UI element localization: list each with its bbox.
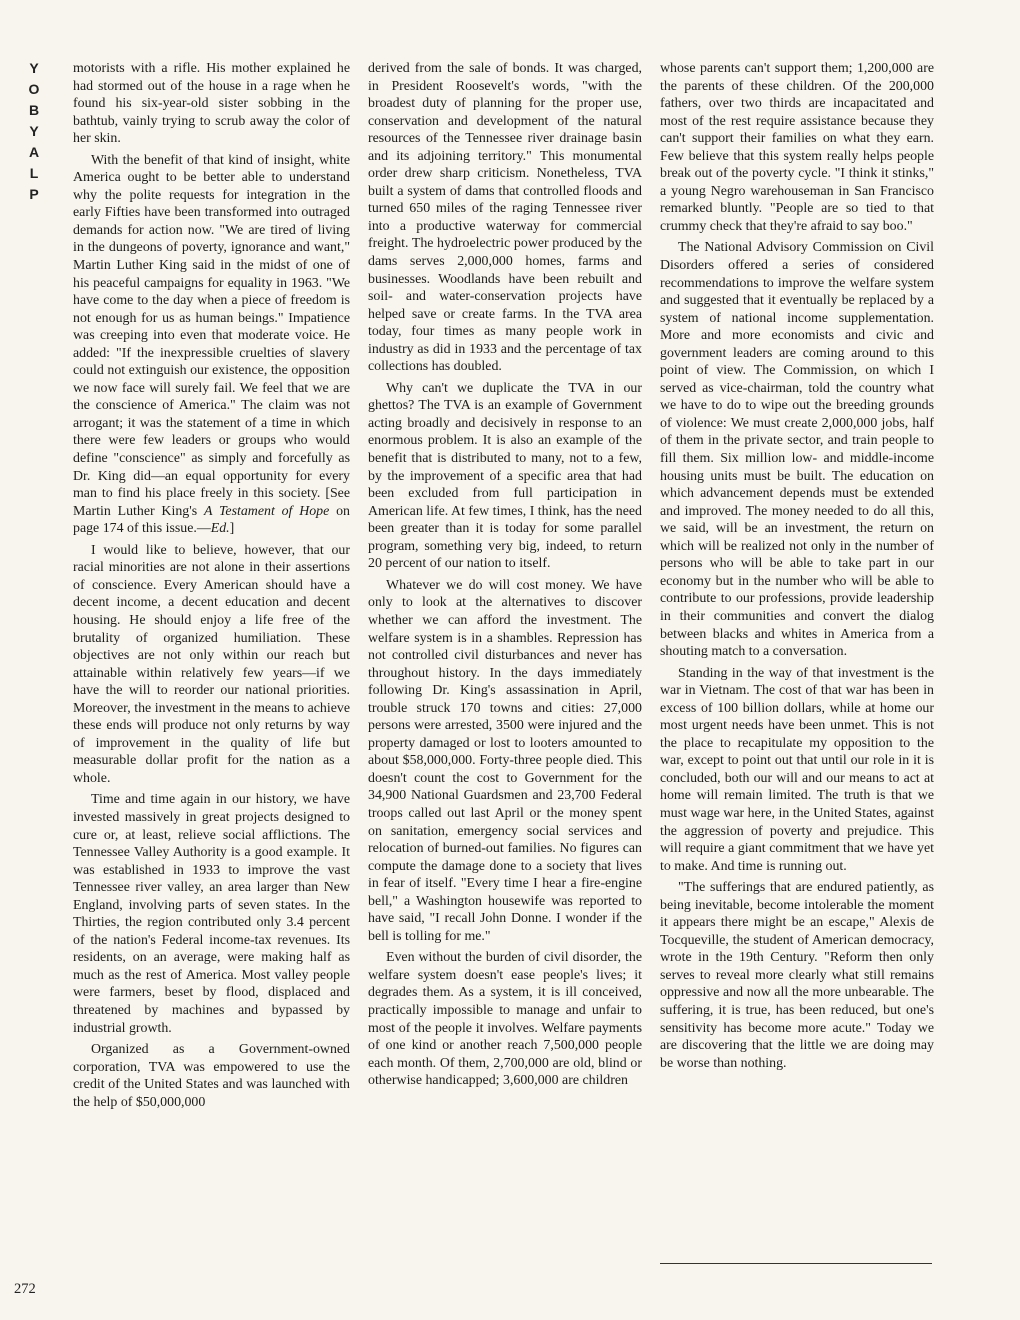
paragraph: Standing in the way of that investment is the war in Vietnam. The cost of that war has been in excess of 100 billion dollars, while at home our most urgent needs have been unmet. This is not the place to recapitulate my opposition to the war, except to point out that until our role in it is concluded, both our will and our means to act at home will remain limited. The truth is that we must wage war here, in the United States, against the aggression of poverty and prejudice. This will require a giant commitment that we have yet to make. And time is running out. [660,665,934,874]
paragraph-text: ] [229,521,235,537]
book-title: A Testament of Hope [203,503,330,519]
paragraph: whose parents can't support them; 1,200,000 are the parents of these children. Of the 200,000 fathers, over two thirds are incapacitated and most of the rest require assistance because they can't support their families on what they earn. Few believe that this system really helps people break out of the poverty cycle. "I think it stinks," a young Negro warehouseman in San Francisco remarked bluntly. "People are so tied to that crummy check that they're afraid to say boo." [660,61,934,234]
magazine-name-vertical [22,58,46,205]
paragraph: Whatever we do will cost money. We have only to look at the alternatives to discover whether we can afford the investment. The welfare system is in a shambles. Repression has not controlled civil disturbances and never has throughout history. In the days immediately following Dr. King's assassination in April, trouble struck 170 towns and cities: 27,000 persons were arrested, 3500 were injured and the property damaged or lost to looters amounted to about $58,000,000. Forty-three people died. This doesn't count the cost to Government for the 34,900 National Guardsmen and 23,700 Federal troops called out last April or the money spent on sanitation, emergency social services and relocation of burned-out families. No figures can compute the damage done to a society that lives in fear of itself. "Every time I hear a fire-engine bell," a Washington housewife was reported to have said, "I recall John Donne. I wonder if the bell is tolling for me." [368,577,642,944]
paragraph: motorists with a rifle. His mother explained he had stormed out of the house in a rage when he found his six-year-old sister sobbing in the bathtub, vainly trying to scrub away the color of her skin. [73,61,350,147]
text-column-3 [660,60,934,1072]
sidebar-letter: B [28,102,40,118]
paragraph: Even without the burden of civil disorder, the welfare system doesn't ease people's lives; it degrades them. As a system, it is ill conceived, practically impossible to manage and unfair to most of the people it involves. Welfare payments of one kind or another reach 7,500,000 people each month. Of them, 2,700,000 are old, blind or otherwise handicapped; 3,600,000 are children [368,950,642,1089]
paragraph-text: With the benefit of that kind of insight, white America ought to be better able to understand why the polite requests for integration in the early Fifties have been transformed into outraged demands for action now. "We are tired of living in the dungeons of poverty, ignorance and want," Martin Luther King said in the midst of one of his peaceful campaigns for equality in 1963. "We have come to the day when a piece of freedom is not enough for us as human beings." Impatience was creeping into even that moderate voice. He added: "If the inexpressible cruelties of slavery could not extinguish our existence, the opposition we now face will surely fail. We feel that we are the conscience of America." The claim was not arrogant; it was the statement of a time in which there were few leaders or groups who would define "conscience" as simply and forcefully as Dr. King did—an equal opportunity for every man to find his place freely in this society. [See Martin Luther King's [73,152,350,519]
paragraph: The National Advisory Commission on Civil Disorders offered a series of considered recommendations to improve the welfare system and suggested that it eventually be replaced by a system of national income supplementation. More and more economists and civic and government leaders are coming around to this point of view. The Commission, on which I served as vice-chairman, told the country what we have to do to wipe out the breeding grounds of violence: We must create 2,000,000 jobs, half of them in the private sector, and train people to fill them. Six million low- and middle-income housing units must be built. The education on which advancement depends must be extended and improved. The money needed to do all this, we said, will be an investment, the return on which will be realized not only in the number of persons who will be able to take part in our economy but in the number who will be able to contribute to our professions, provide leadership in their communities and convert the dialog between blacks and whites in America from a shouting match to a conversation. [660,240,934,660]
sidebar-letter: Y [29,123,39,139]
editor-note: Ed. [210,521,230,537]
text-column-1 [73,60,350,1111]
paragraph: Organized as a Government-owned corporation, TVA was empowered to use the credit of the United States and was launched with the help of $50,000,000 [73,1042,350,1110]
sidebar-letter: P [29,186,39,202]
paragraph-text: on page 174 of this issue.— [73,503,350,537]
paragraph [73,152,350,538]
text-column-2 [368,60,642,1090]
sidebar-letter: A [28,144,40,160]
paragraph: derived from the sale of bonds. It was charged, in President Roosevelt's words, "with the broadest duty of planning for the proper use, conservation and development of the natural resources of the Tennessee river drainage basin and its adjoining territory." This monumental order drew sharp criticism. Nonetheless, TVA built a system of dams that controlled floods and turned 650 miles of the raging Tennessee river into a productive waterway for commercial freight. The hydroelectric power produced by the dams serves 2,000,000 homes, farms and businesses. Woodlands have been rebuilt and soil- and water-conservation projects have helped save or create farms. In the TVA area today, four times as many people work in industry as did in 1933 and the percentage of tax collections has doubled. [368,61,642,375]
page-number: 272 [14,1281,36,1297]
sidebar-letter: L [29,165,39,181]
paragraph: Why can't we duplicate the TVA in our ghettos? The TVA is an example of Government acting broadly and decisively in response to an enormous problem. It is also an example of the benefit that is distributed to many, not to a few, by the improvement of a specific area that had been excluded from full participation in American life. At few times, I think, has the need been greater than it is today for some parallel program, something very big, indeed, to return 20 percent of our nation to itself. [368,380,642,572]
paragraph: Time and time again in our history, we have invested massively in great projects designed to cure or, at least, relieve social afflictions. The Tennessee Valley Authority is a good example. It was established in 1933 to improve the vast Tennessee river valley, an area larger than New England, involving parts of seven states. In the Thirties, the region contributed only 3.4 percent of the nation's Federal income-tax revenues. Its residents, on an average, were making half as much as the rest of America. Most valley people were farmers, beset by flood, displaced and threatened by machines and bypassed by industrial growth. [73,792,350,1036]
end-of-article-rule [660,1263,932,1264]
paragraph: "The sufferings that are endured patiently, as being inevitable, become intolerable the moment it appears there might be an escape," Alexis de Tocqueville, the student of American democracy, wrote in the 19th Century. "Reform then only serves to reveal more clearly what still remains oppressive and now all the more unbearable. The suffering, it is true, has been reduced, but one's sensitivity has become more acute." Today we are discovering that the little we are doing may be worse than nothing. [660,880,934,1071]
sidebar-letter: O [28,81,40,97]
sidebar-letter: Y [29,60,39,76]
paragraph: I would like to believe, however, that our racial minorities are not alone in their assertions of conscience. Every American should have a decent income, a decent education and decent housing. He should enjoy a life free of the brutality of organized humiliation. These objectives are not only within our reach but attainable within relatively few years—if we have the will to reorder our national priorities. Moreover, the investment in the means to achieve these ends will produce not only returns by way of improvement in the quality of life but measurable dollar profit for the nation as a whole. [73,542,350,786]
